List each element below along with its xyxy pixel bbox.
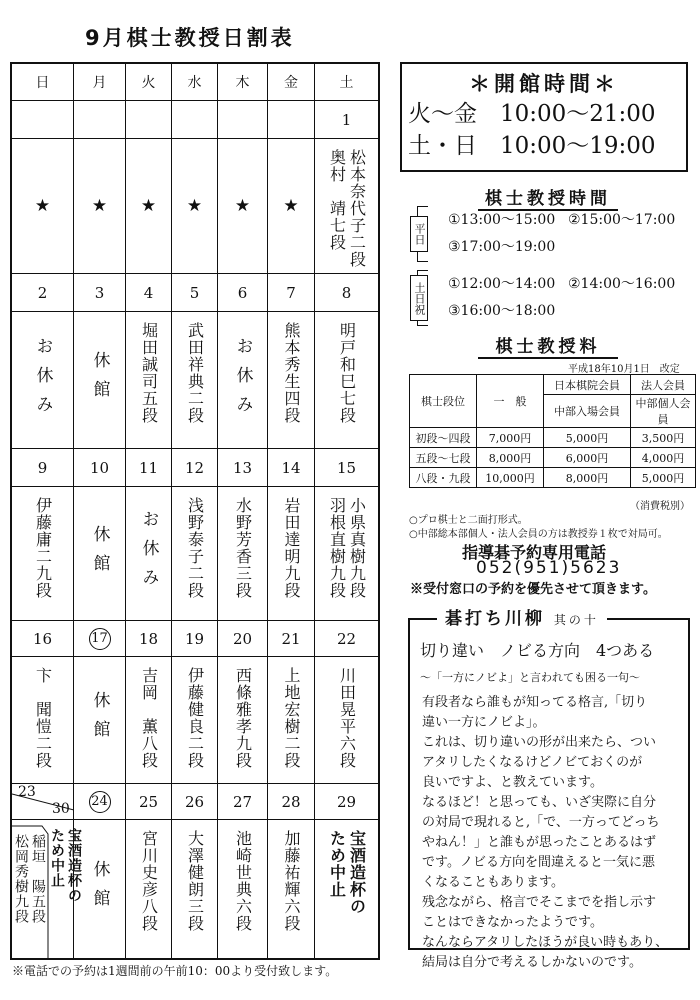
- rank-cell: 八段・九段: [410, 468, 477, 488]
- instructor-name: 稲垣 陽五段 松岡秀樹九段: [13, 834, 46, 924]
- weekday-thu: 木: [218, 64, 268, 101]
- holiday-label: お休み: [232, 336, 253, 424]
- day-number: 9: [12, 449, 74, 487]
- empty-cell: [268, 101, 315, 139]
- hours-weekend: 土・日 10:00～19:00: [408, 133, 656, 159]
- weekday-lesson-times: [408, 206, 690, 262]
- calendar-table: [10, 62, 380, 960]
- star-mark: ★: [126, 139, 172, 274]
- holiday-label: お休み: [32, 336, 53, 424]
- weekday-sat: 土: [315, 64, 378, 101]
- senryu-text-line: なるほど！と思っても、いざ実際に自分: [422, 795, 657, 810]
- day-number: 11: [126, 449, 172, 487]
- fees-title: 棋士教授料: [478, 332, 618, 359]
- closed-label: 休館: [89, 351, 110, 409]
- senryu-text-line: 残念ながら、格言でそこまでを指し示す: [422, 895, 657, 910]
- day-number: 21: [268, 621, 315, 657]
- day-number: 3: [74, 274, 126, 312]
- day-number: 26: [172, 784, 218, 820]
- instructor-name: 池崎世典六段: [233, 830, 253, 932]
- price-cell: 7,000円: [477, 428, 544, 448]
- empty-cell: [218, 101, 268, 139]
- day-number: 28: [268, 784, 315, 820]
- senryu-text-line: やねん！」と誰もが思ったことあるはず: [422, 835, 657, 850]
- senryu-text-line: 良いですよ、と教えています。: [422, 775, 603, 790]
- instructor-name: 岩田達明九段: [282, 497, 301, 599]
- price-cell: 10,000円: [477, 468, 544, 488]
- time-slot: ③16:00～18:00: [448, 303, 556, 319]
- price-cell: 3,500円: [631, 428, 696, 448]
- fees-header: 中部入場会員: [544, 395, 631, 428]
- senryu-text-line: これは、切り違いの形が出来たら、つい: [422, 735, 657, 750]
- tax-note: （消費税別）: [630, 501, 690, 512]
- senryu-text-line: 有段者なら誰もが知ってる格言,「切り: [422, 695, 648, 710]
- time-slot: ②15:00～17:00: [568, 212, 676, 228]
- senryu-text-line: 結局は自分で考えるしかないのです。: [422, 955, 642, 970]
- day-number: 1: [315, 101, 378, 139]
- instructor-name: 大澤健朗三段: [185, 830, 205, 932]
- instructor-name: 伊藤庸二九段: [33, 497, 53, 599]
- weekday-tag: 平日: [410, 216, 428, 252]
- schedule-cell: [315, 139, 378, 274]
- fees-header: 法人会員: [631, 375, 696, 395]
- weekday-fri: 金: [268, 64, 315, 101]
- weekday-sun: 日: [12, 64, 74, 101]
- fees-table: [409, 374, 696, 488]
- day-number: 30: [52, 801, 70, 817]
- closed-label: 休館: [89, 860, 110, 918]
- weekday-wed: 水: [172, 64, 218, 101]
- senryu-subtitle: 其の十: [553, 613, 599, 627]
- day-number: 22: [315, 621, 378, 657]
- reservation-note: ※受付窓口の予約を優先させて頂きます。: [410, 582, 656, 597]
- fees-header: 日本棋院会員: [544, 375, 631, 395]
- instructor-name: 吉岡 薫八段: [139, 667, 159, 769]
- star-mark: ★: [12, 139, 74, 274]
- day-number: 29: [315, 784, 378, 820]
- star-mark: ★: [218, 139, 268, 274]
- day-number: 12: [172, 449, 218, 487]
- day-number: 16: [12, 621, 74, 657]
- senryu-text-line: なんならアタリしたほうが良い時もあり、: [422, 935, 669, 950]
- star-mark: ★: [268, 139, 315, 274]
- rank-cell: 初段～四段: [410, 428, 477, 448]
- instructor-name: 武田祥典二段: [185, 322, 205, 424]
- day-number: 25: [126, 784, 172, 820]
- senryu-text-line: アタリしたくなるけどノビておくのが: [422, 755, 643, 770]
- fees-revision-date: 平成18年10月1日 改定: [568, 364, 680, 375]
- price-cell: 4,000円: [631, 448, 696, 468]
- day-number: 18: [126, 621, 172, 657]
- instructor-name: 川田晃平六段: [337, 667, 357, 769]
- time-slot: ②14:00～16:00: [568, 276, 676, 292]
- split-date-cell: [12, 784, 74, 820]
- instructor-name: 堀田誠司五段: [139, 322, 159, 424]
- day-number: 7: [268, 274, 315, 312]
- fees-header: 一 般: [477, 375, 544, 428]
- hours-weekday: 火～金 10:00～21:00: [408, 101, 656, 127]
- instructor-name: 伊藤健良二段: [185, 667, 205, 769]
- instructor-name: 小県真樹九段 羽根直樹九段: [327, 497, 367, 599]
- senryu-caption: ～「一方にノビよ」と言われても困る一句～: [420, 671, 640, 684]
- weekday-mon: 月: [74, 64, 126, 101]
- instructor-name: 明戸和巳七段: [337, 322, 357, 424]
- day-number: 2: [12, 274, 74, 312]
- senryu-verse: 切り違い ノビる方向 4つある: [420, 641, 655, 660]
- table-row: [410, 448, 696, 468]
- weekend-tag: 土日祝: [410, 275, 428, 321]
- senryu-text-line: くなることもあります。: [422, 875, 564, 890]
- price-cell: 6,000円: [544, 448, 631, 468]
- senryu-text-line: です。ノビる方向を間違えると一気に悪: [422, 855, 655, 870]
- senryu-title: [437, 604, 607, 629]
- senryu-text-line: 違い一方にノビよ」。: [422, 715, 546, 730]
- day-number: 20: [218, 621, 268, 657]
- weekend-lesson-times: [408, 270, 690, 326]
- senryu-title-text: 碁打ち川柳: [445, 609, 545, 629]
- weekday-tue: 火: [126, 64, 172, 101]
- cancel-notice: 宝酒造杯の ため中止: [327, 830, 367, 915]
- day-number: 5: [172, 274, 218, 312]
- price-cell: 5,000円: [631, 468, 696, 488]
- day-number: 13: [218, 449, 268, 487]
- instructor-name: 宮川史彦八段: [139, 830, 159, 932]
- opening-hours-box: [400, 62, 688, 172]
- reservation-phone: 052(951)5623: [476, 558, 622, 578]
- reservation-footnote: ※電話での予約は1週間前の午前10：00より受付致します。: [12, 964, 338, 978]
- circled-day-number: 24: [89, 791, 111, 813]
- instructor-name: 加藤祐輝六段: [282, 830, 301, 932]
- senryu-box: [408, 618, 690, 970]
- fees-table-wrap: [409, 374, 696, 488]
- empty-cell: [126, 101, 172, 139]
- instructor-name: 熊本秀生四段: [282, 322, 301, 424]
- lesson-times-title: 棋士教授時間: [478, 184, 618, 211]
- day-number: 23: [18, 784, 36, 800]
- time-slot: ①13:00～15:00: [448, 212, 556, 228]
- instructor-name: 上地宏樹二段: [282, 667, 301, 769]
- star-mark: ★: [172, 139, 218, 274]
- price-cell: 5,000円: [544, 428, 631, 448]
- day-number: 4: [126, 274, 172, 312]
- closed-label: 休館: [89, 524, 110, 583]
- holiday-label: お休み: [138, 510, 159, 597]
- fees-note: ○プロ棋士と二面打形式。: [409, 515, 528, 526]
- time-slot: ①12:00～14:00: [448, 276, 556, 292]
- senryu-text-line: ことはできなかったようです。: [422, 915, 603, 930]
- instructor-name: 水野芳香三段: [233, 497, 253, 599]
- fees-header: 中部個人会員: [631, 395, 696, 428]
- day-number: 14: [268, 449, 315, 487]
- fees-header: 棋士段位: [410, 375, 477, 428]
- day-number: 8: [315, 274, 378, 312]
- empty-cell: [74, 101, 126, 139]
- table-row: [410, 468, 696, 488]
- empty-cell: [172, 101, 218, 139]
- instructor-name: 西條雅孝九段: [233, 667, 253, 769]
- table-row: [410, 428, 696, 448]
- cancel-notice: 宝酒造杯の ため中止: [49, 828, 82, 903]
- price-cell: 8,000円: [477, 448, 544, 468]
- time-slot: ③17:00～19:00: [448, 239, 556, 255]
- day-number: 27: [218, 784, 268, 820]
- day-number: 19: [172, 621, 218, 657]
- senryu-text-line: の対局で現れると,「で、一方ってどっち: [422, 815, 660, 830]
- circled-day-number: 17: [89, 628, 111, 650]
- instructor-name: 浅野泰子二段: [185, 497, 205, 599]
- day-number: 15: [315, 449, 378, 487]
- hours-title: ＊開館時間＊: [469, 72, 619, 96]
- split-schedule-cell: [12, 820, 82, 958]
- star-mark: ★: [74, 139, 126, 274]
- day-number: 6: [218, 274, 268, 312]
- price-cell: 8,000円: [544, 468, 631, 488]
- empty-cell: [12, 101, 74, 139]
- fees-note: ○中部総本部個人・法人会員の方は教授券１枚で対局可。: [409, 529, 668, 540]
- page-title: 9月棋士教授日割表: [85, 26, 295, 50]
- instructor-name: 卞 聞愷二段: [33, 667, 53, 769]
- instructor-name: 松本奈代子二段 奥村 靖七段: [327, 149, 367, 268]
- closed-label: 休館: [89, 691, 110, 749]
- rank-cell: 五段～七段: [410, 448, 477, 468]
- day-number: 10: [74, 449, 126, 487]
- reservation-title: 指導碁予約専用電話: [462, 543, 607, 562]
